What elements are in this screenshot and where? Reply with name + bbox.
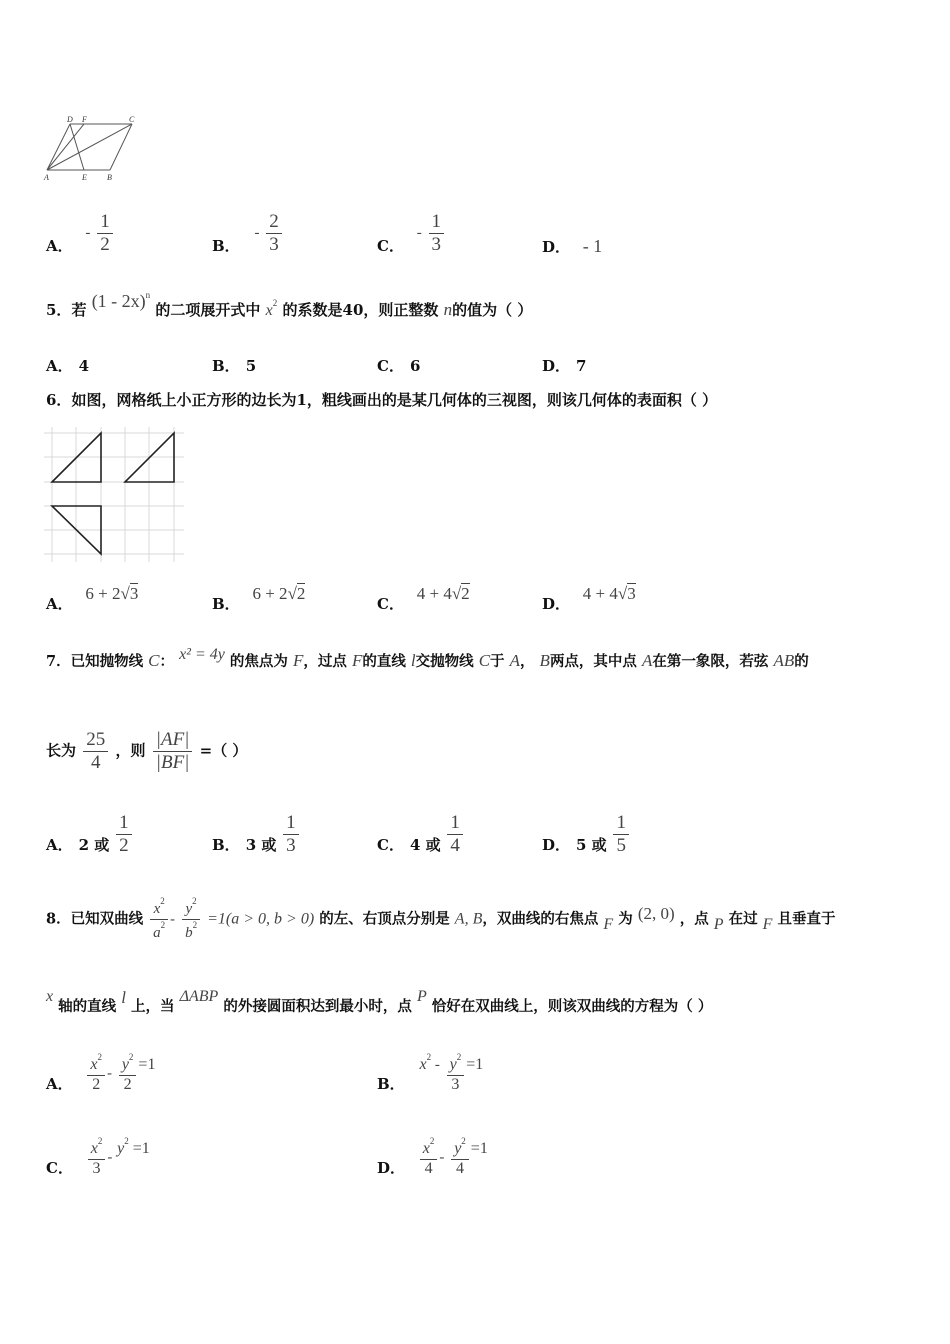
- q6-option-b[interactable]: B． 6 + 2√2: [212, 584, 306, 613]
- option-label: A．: [46, 237, 73, 256]
- q4-option-c[interactable]: C． - $\frac{1}{3}$: [377, 212, 446, 255]
- question-7-line-2: 长为 $\frac{25}{4}$ ，则 $\frac{|AF|}{|BF|}$ =（ ）: [46, 729, 248, 773]
- parallelogram-figure: [40, 112, 150, 184]
- q4-option-d[interactable]: D． - 1: [542, 236, 603, 256]
- q5-option-c[interactable]: C． 6: [377, 357, 421, 375]
- label-b: B: [107, 173, 112, 182]
- q7-option-c[interactable]: C． 4 或 $\frac{1}{4}$: [377, 813, 465, 856]
- q4-option-a[interactable]: A． - $\frac{1}{2}$: [46, 212, 115, 255]
- q6-option-d[interactable]: D． 4 + 4√3: [542, 584, 636, 613]
- q6-option-a[interactable]: A． 6 + 2√3: [46, 584, 139, 613]
- q8-option-a[interactable]: A． $\frac{x^2}{2}$ - $\frac{y^2}{2}$ =1: [46, 1052, 156, 1094]
- q8-option-b[interactable]: B． $x^2$ - $\frac{y^2}{3}$ =1: [377, 1052, 484, 1094]
- three-view-figure: [44, 427, 184, 562]
- segment-fa: [47, 124, 84, 170]
- question-8-line-2: x 轴的直线 l 上，当 ΔABP 的外接圆面积达到最小时，点 P 恰好在双曲线上，则该双曲线的方程为（ ）: [46, 988, 713, 1015]
- label-a: A: [44, 173, 49, 182]
- q5-option-d[interactable]: D． 7: [542, 357, 587, 375]
- question-5: 5．若 (1 - 2x)$^n$ 的二项展开式中 $x^2$ 的系数是40，则正整数 n的值为（ ）: [46, 290, 533, 319]
- q8-option-d[interactable]: D． $\frac{x^2}{4}$ - $\frac{y^2}{4}$ =1: [377, 1136, 488, 1178]
- diagonal-ac: [47, 124, 132, 170]
- option-label: C．: [377, 237, 404, 256]
- question-6: 6．如图，网格纸上小正方形的边长为1，粗线画出的是某几何体的三视图，则该几何体的表面积（ ）: [46, 391, 718, 409]
- segment-de: [70, 124, 84, 170]
- option-label: B．: [212, 237, 240, 256]
- q5-option-b[interactable]: B． 5: [212, 357, 257, 375]
- q7-option-b[interactable]: B． 3 或 $\frac{1}{3}$: [212, 813, 301, 856]
- question-7-line-1: 7．已知抛物线 C： x² = 4y 的焦点为 F，过点 F的直线 l交抛物线 C于 A， B两点，其中点 A在第一象限，若弦 AB的: [46, 646, 809, 670]
- label-e: E: [82, 173, 87, 182]
- edge-cb: [110, 124, 132, 170]
- q4-option-b[interactable]: B． - $\frac{2}{3}$: [212, 212, 284, 255]
- label-c: C: [129, 115, 135, 124]
- option-label: D．: [542, 238, 571, 256]
- label-d: D: [67, 115, 73, 124]
- q7-option-d[interactable]: D． 5 或 $\frac{1}{5}$: [542, 813, 631, 856]
- q8-option-c[interactable]: C． $\frac{x^2}{3}$ - $y^2 =1$: [46, 1136, 150, 1178]
- edge-ad: [47, 124, 70, 170]
- question-8-line-1: 8．已知双曲线 $\frac{x^2}{a^2}$ - $\frac{y^2}{b^2}$ =1(a > 0, b > 0) 的左、右顶点分别是 A, B，双曲线的右焦点 F 为 (2, 0) ，点 P 在过 F 且垂直于: [46, 896, 836, 941]
- q5-option-a[interactable]: A． 4: [46, 357, 90, 375]
- label-f: F: [82, 115, 87, 124]
- q6-option-c[interactable]: C． 4 + 4√2: [377, 584, 470, 613]
- q7-option-a[interactable]: A． 2 或 $\frac{1}{2}$: [46, 813, 134, 856]
